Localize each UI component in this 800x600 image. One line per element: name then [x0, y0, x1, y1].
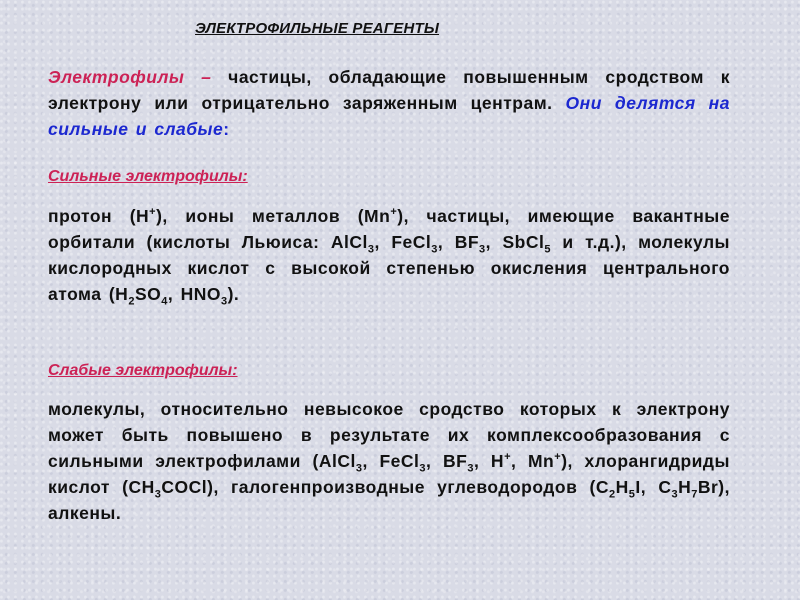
text-run: , FeCl: [362, 451, 420, 471]
subscript: 3: [220, 295, 228, 308]
subscript: 3: [479, 243, 486, 256]
subscript: 2: [609, 488, 616, 501]
definition-colon: :: [223, 119, 230, 139]
definition-text: частицы, обладающие повышенным сродством к электрону или отрицательно заряженным центрам.: [48, 67, 730, 113]
strong-electrophiles-text: [48, 203, 730, 307]
text-run: , BF: [426, 451, 468, 471]
subscript: 3: [367, 243, 375, 256]
text-run: , FeCl: [374, 232, 432, 252]
subscript: 3: [154, 488, 162, 501]
definition-paragraph: [48, 64, 730, 142]
subscript: 3: [467, 462, 474, 475]
text-run: H: [615, 477, 629, 497]
text-run: , H: [473, 451, 505, 471]
text-run: COCl), галогенпроизводные углеводородов (C: [161, 477, 610, 497]
text-run: молекулы, относительно невысокое сродство которых к электрону может быть повышено в результате их комплексообразования с сильными электрофилами (AlCl: [48, 399, 730, 471]
text-run: ), частицы, имеющие вакантные орбитали (кислоты Льюиса: AlCl: [48, 206, 730, 252]
text-run: , HNO: [167, 284, 221, 304]
subscript: 2: [128, 295, 135, 308]
subscript: 3: [671, 488, 679, 501]
text-run: H: [678, 477, 692, 497]
superscript: +: [149, 206, 157, 219]
text-run: ).: [227, 284, 240, 304]
text-run: , SbCl: [485, 232, 545, 252]
definition-emphasis: Они делятся на сильные и слабые: [48, 93, 730, 139]
subscript: 3: [419, 462, 426, 475]
subscript: 5: [628, 488, 636, 501]
text-run: ), ионы металлов (Mn: [156, 206, 391, 226]
subscript: 7: [691, 488, 698, 501]
subscript: 4: [161, 295, 168, 308]
subscript: 3: [355, 462, 363, 475]
text-run: протон (H: [48, 206, 150, 226]
weak-electrophiles-text: [48, 396, 730, 526]
text-run: SO: [134, 284, 162, 304]
text-run: и т.д.), молекулы кислородных кислот с высокой степенью окисления центрального атома (H: [48, 232, 731, 304]
text-run: I, C: [635, 477, 672, 497]
superscript: +: [504, 451, 511, 464]
text-run: ), хлорангидриды кислот (CH: [48, 451, 730, 497]
text-run: , Mn: [511, 451, 555, 471]
definition-term: Электрофилы –: [48, 67, 212, 87]
subscript: 5: [544, 243, 551, 256]
text-run: Br), алкены.: [48, 477, 730, 523]
text-run: , BF: [437, 232, 480, 252]
superscript: +: [390, 206, 398, 219]
slide-title: ЭЛЕКТРОФИЛЬНЫЕ РЕАГЕНТЫ: [195, 20, 440, 37]
subscript: 3: [431, 243, 438, 256]
superscript: +: [554, 451, 562, 464]
weak-electrophiles-heading: Слабые электрофилы:: [48, 362, 238, 379]
strong-electrophiles-heading: Сильные электрофилы:: [48, 168, 248, 185]
